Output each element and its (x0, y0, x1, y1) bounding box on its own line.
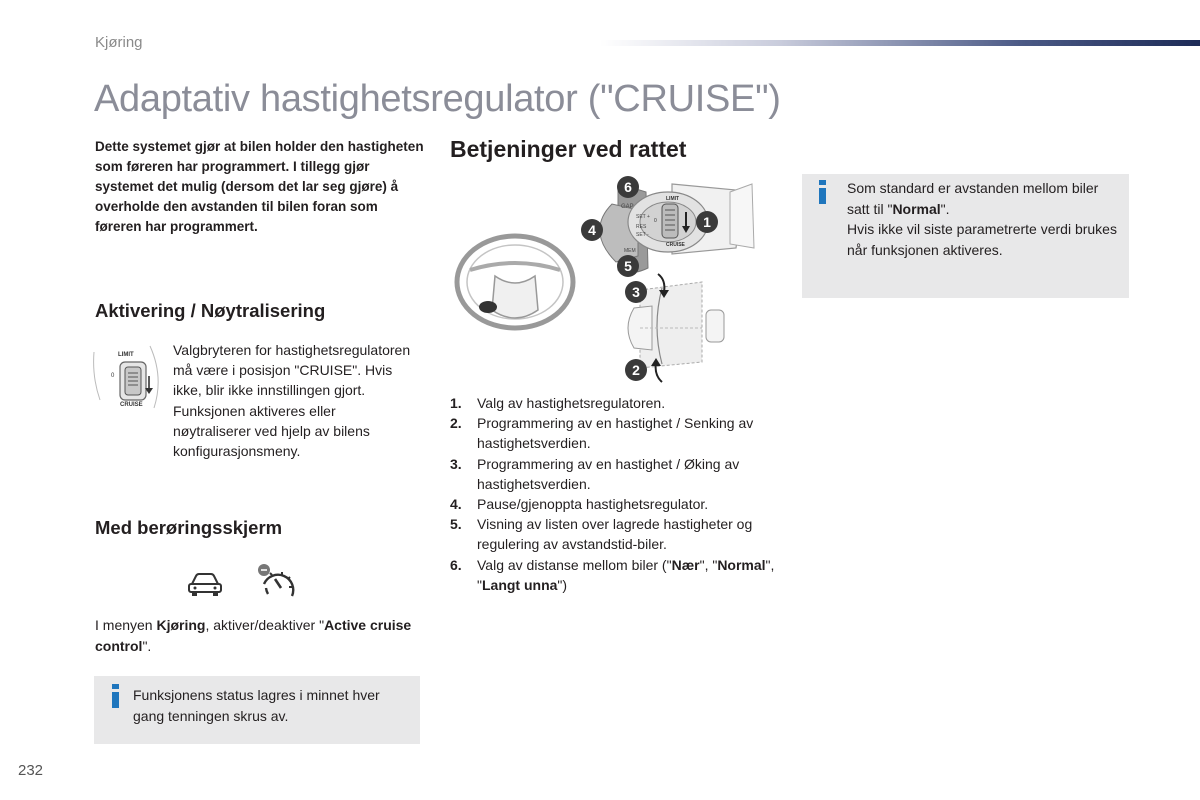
header-decor-bar (600, 40, 1200, 46)
list-item (450, 514, 780, 554)
callout-3 (625, 281, 647, 303)
svg-text:4: 4 (588, 222, 596, 238)
res-label: RES (636, 224, 647, 230)
menu-text-middle: , aktiver/deaktiver " (205, 617, 325, 633)
callout-5 (617, 255, 639, 277)
stalk-cruise-label: CRUISE (666, 242, 685, 248)
intro-paragraph: Dette systemet gjør at bilen holder den hastigheten som føreren har programmert. I tillegg gjør systemet det mulig (dersom det lar seg gjøre) å overholde den avstanden til bilen foran som føreren har programmert. (95, 139, 424, 234)
car-icon (186, 570, 224, 598)
svg-text:2: 2 (632, 362, 640, 378)
item-text: Visning av listen over lagrede hastigheter og regulering av avstandstid-biler. (477, 516, 753, 553)
info-default-value: Normal (892, 200, 941, 217)
item-text-suffix: ") (557, 576, 568, 593)
menu-text-prefix: I menyen (95, 617, 157, 633)
list-item (450, 393, 780, 413)
touchscreen-menu-text (95, 615, 415, 656)
controls-list (450, 393, 780, 595)
item-number: 1. (450, 395, 462, 411)
info-line-2: Hvis ikke vil siste parametrerte verdi brukes når funksjonen aktiveres. (847, 221, 1117, 258)
option-near: Nær (671, 556, 700, 573)
info-box-distance-text (847, 178, 1122, 260)
svg-text:1: 1 (703, 214, 711, 230)
item-text: Programmering av en hastighet / Øking av hastighetsverdien. (477, 455, 740, 492)
callout-4 (581, 219, 603, 241)
page-number: 232 (18, 762, 44, 779)
callout-6 (617, 176, 639, 198)
limit-label: LIMIT (118, 352, 134, 358)
item-number: 5. (450, 516, 462, 533)
cruise-selector-illustration (90, 340, 170, 414)
option-far: Langt unna (481, 576, 558, 593)
cruise-label: CRUISE (120, 402, 143, 408)
stalk-zero-label: 0 (654, 218, 657, 224)
item-number: 3. (450, 455, 462, 472)
set-plus-label: SET + (636, 214, 650, 220)
page-title: Adaptativ hastighetsregulator ("CRUISE") (94, 78, 781, 120)
menu-name: Kjøring (156, 617, 206, 633)
svg-text:5: 5 (624, 258, 632, 274)
separator: ", " (477, 556, 775, 593)
option-normal: Normal (717, 556, 766, 573)
section-label: Kjøring (95, 34, 143, 51)
menu-option-name: Active cruise control (95, 617, 412, 654)
item-text: Pause/gjenoppta hastighetsregulator. (477, 496, 709, 513)
list-item (450, 555, 780, 595)
item-number: 2. (450, 415, 462, 432)
svg-text:3: 3 (632, 284, 640, 300)
menu-text-suffix: ". (142, 637, 152, 654)
activation-heading: Aktivering / Nøytralisering (95, 300, 326, 321)
svg-text:6: 6 (624, 179, 632, 195)
item-text-prefix: Valg av distanse mellom biler (" (477, 556, 672, 573)
separator: ", " (699, 556, 718, 573)
item-number: 6. (450, 556, 462, 573)
item-text: Programmering av en hastighet / Senking av hastighetsverdien. (477, 415, 754, 452)
info-line-prefix: Som standard er avstanden mellom biler satt til " (847, 180, 1099, 217)
touchscreen-heading: Med berøringsskjerm (95, 517, 283, 538)
set-minus-label: SET - (636, 232, 649, 238)
controls-heading: Betjeninger ved rattet (450, 136, 687, 162)
item-number: 4. (450, 496, 462, 513)
callout-2 (625, 359, 647, 381)
activation-text: Valgbryteren for hastighetsregulatoren må være i posisjon "CRUISE". Hvis ikke, blir ikke innstillingen gjort. Funksjonen aktiveres eller nøytraliserer ved hjelp av bilens konfigurasjonsmeny. (173, 342, 411, 460)
callout-1 (696, 211, 718, 233)
list-item (450, 413, 780, 453)
speedometer-icon (256, 562, 298, 600)
mem-label: MEM (624, 248, 636, 254)
steering-controls-illustration (440, 170, 760, 395)
gap-label: GAP (621, 204, 634, 210)
info-line-suffix: ". (940, 200, 950, 217)
stalk-limit-label: LIMIT (666, 196, 680, 202)
item-text: Valg av hastighetsregulatoren. (477, 395, 666, 411)
info-box-memory-text: Funksjonens status lagres i minnet hver gang tenningen skrus av. (133, 687, 380, 724)
zero-label: 0 (111, 373, 115, 379)
list-item (450, 454, 780, 494)
list-item (450, 494, 780, 514)
